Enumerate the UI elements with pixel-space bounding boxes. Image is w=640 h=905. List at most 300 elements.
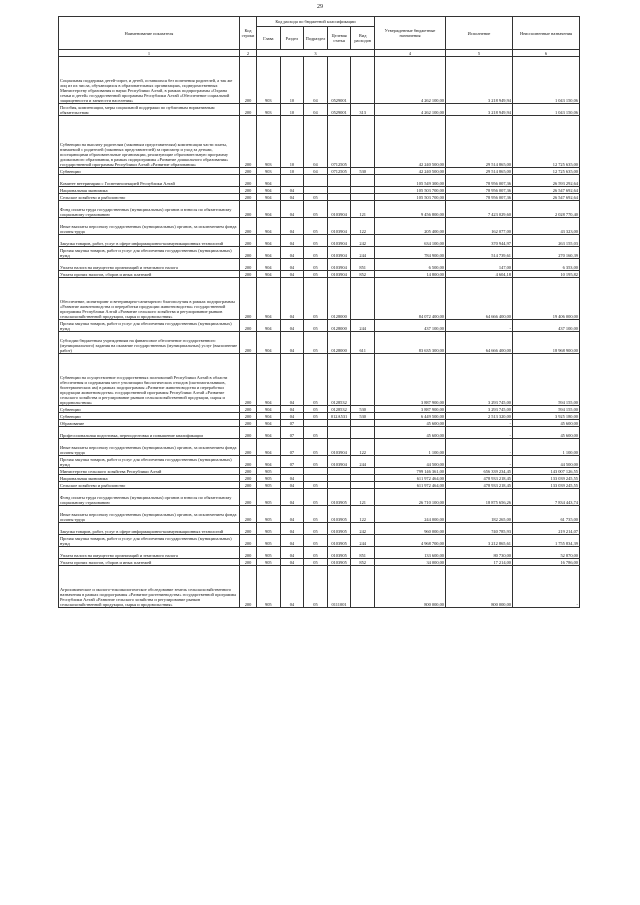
row-line-code: 200 (240, 439, 257, 456)
row-unexecuted: 3 925 180,00 (513, 413, 580, 420)
row-name: Сельское хозяйство и рыболовство (59, 482, 240, 489)
row-razdel: 04 (280, 187, 304, 194)
row-target: 0103904 (327, 247, 351, 259)
row-name: Субсидии бюджетным учреждениям на финансовое обеспечение государственного (муниципального) задания на оказание государственных (муниципальных) услуг (выполнение работ) (59, 332, 240, 354)
row-glava: 905 (257, 506, 281, 523)
row-glava: 904 (257, 259, 281, 271)
row-line-code: 200 (240, 218, 257, 235)
row-unexecuted: - (513, 566, 580, 608)
row-name: Сельское хозяйство и рыболовство (59, 194, 240, 201)
row-line-code: 200 (240, 354, 257, 406)
row-target: 0103904 (327, 235, 351, 247)
row-vid: 530 (351, 406, 375, 413)
row-glava: 904 (257, 413, 281, 420)
row-vid: 852 (351, 559, 375, 566)
row-name: Агрохимическое и эколого-токсикологическое обследование земель сельскохозяйственного назначения в рамках подпрограммы «Развитие растениеводства» государственной программы Республики Алтай «Развитие сельского хозяйства и регулирование рынков сельскохозяйственной продукции, сырья и продовольствия» (59, 566, 240, 608)
row-executed: 64 666 400,00 (446, 332, 513, 354)
row-unexecuted: 26 547 692,64 (513, 194, 580, 201)
row-podrazdel: 05 (304, 489, 328, 506)
row-glava: 905 (257, 523, 281, 535)
row-line-code: 200 (240, 559, 257, 566)
row-name: Профессиональная подготовка, переподготовка и повышение квалификации (59, 427, 240, 439)
header-target: Целевая статья (327, 27, 351, 50)
row-razdel: 04 (280, 271, 304, 278)
row-razdel: 10 (280, 116, 304, 168)
row-unexecuted: 44 500,00 (513, 456, 580, 468)
row-vid (351, 116, 375, 168)
row-executed: 78 956 007,36 (446, 187, 513, 194)
row-line-code: 200 (240, 187, 257, 194)
row-glava: 905 (257, 535, 281, 547)
row-executed: 3 212 865,61 (446, 535, 513, 547)
row-line-code: 200 (240, 482, 257, 489)
row-approved: 34 000,00 (375, 559, 446, 566)
row-vid: 851 (351, 259, 375, 271)
row-name: Субвенции на выплату родителям (законным представителям) компенсации части платы, взимаемой с родителей (законных представителей) за присмотр и уход за детьми, посещающими образовательные организации, реализующие образовательную программу дошкольного образования, в рамках подпрограммы «Развитие дошкольного образования» государственной программы Республики Алтай «Развитие образования» (59, 116, 240, 168)
row-glava: 904 (257, 218, 281, 235)
row-executed: 3 218 949,94 (446, 104, 513, 116)
table-row (59, 104, 580, 116)
row-podrazdel: 05 (304, 482, 328, 489)
row-executed: 4 604,18 (446, 271, 513, 278)
row-glava: 904 (257, 427, 281, 439)
row-razdel: 04 (280, 475, 304, 482)
row-name: Закупка товаров, работ, услуг в сфере информационно-коммуникационных технологий (59, 523, 240, 535)
row-razdel: 04 (280, 489, 304, 506)
row-executed: 18 875 656,26 (446, 489, 513, 506)
table-row (59, 456, 580, 468)
row-approved: 133 600,00 (375, 547, 446, 559)
row-razdel: 04 (280, 259, 304, 271)
row-approved: 799 146 361,00 (375, 468, 446, 475)
header-number-1: 1 (59, 50, 240, 57)
row-razdel: 10 (280, 57, 304, 104)
row-unexecuted: 219 214,07 (513, 523, 580, 535)
row-executed: 29 514 865,00 (446, 116, 513, 168)
row-executed: 740 785,93 (446, 523, 513, 535)
row-glava: 904 (257, 175, 281, 187)
row-name: Образование (59, 420, 240, 427)
row-vid (351, 468, 375, 475)
row-line-code: 200 (240, 320, 257, 332)
row-target (327, 187, 351, 194)
table-row (59, 175, 580, 187)
row-target: 0103904 (327, 259, 351, 271)
row-line-code: 200 (240, 168, 257, 175)
row-unexecuted: 18 968 900,00 (513, 332, 580, 354)
row-target: 0103905 (327, 547, 351, 559)
row-unexecuted: 7 834 443,74 (513, 489, 580, 506)
header-line-code: Код строки (240, 17, 257, 50)
row-podrazdel (304, 420, 328, 427)
row-line-code: 200 (240, 332, 257, 354)
row-glava: 904 (257, 420, 281, 427)
row-unexecuted: 133 039 245,55 (513, 475, 580, 482)
row-target: 0103905 (327, 506, 351, 523)
row-podrazdel: 04 (304, 116, 328, 168)
row-vid: 530 (351, 413, 375, 420)
table-row (59, 489, 580, 506)
row-vid: 851 (351, 547, 375, 559)
row-razdel: 04 (280, 201, 304, 218)
row-line-code: 200 (240, 566, 257, 608)
row-glava: 905 (257, 547, 281, 559)
row-unexecuted: 19 406 000,00 (513, 278, 580, 320)
row-unexecuted: 594 155,00 (513, 354, 580, 406)
row-executed: 3 218 949,94 (446, 57, 513, 104)
table-row (59, 259, 580, 271)
header-number-6: 6 (513, 50, 580, 57)
table-row (59, 547, 580, 559)
row-razdel (280, 175, 304, 187)
row-unexecuted: 61 735,00 (513, 506, 580, 523)
row-unexecuted: 1 100,00 (513, 439, 580, 456)
row-approved: 205 400,00 (375, 218, 446, 235)
row-vid (351, 566, 375, 608)
row-name: Прочая закупка товаров, работ и услуг для обеспечения государственных (муниципальных) нужд (59, 535, 240, 547)
row-vid: 121 (351, 201, 375, 218)
row-podrazdel: 04 (304, 57, 328, 104)
row-podrazdel: 05 (304, 439, 328, 456)
row-podrazdel: 05 (304, 218, 328, 235)
row-razdel: 10 (280, 104, 304, 116)
row-line-code: 200 (240, 420, 257, 427)
row-vid: 122 (351, 218, 375, 235)
row-name: Субвенции (59, 168, 240, 175)
row-razdel: 10 (280, 168, 304, 175)
row-target: 0111001 (327, 566, 351, 608)
row-podrazdel: 05 (304, 271, 328, 278)
row-razdel: 04 (280, 506, 304, 523)
row-glava: 904 (257, 439, 281, 456)
row-line-code: 200 (240, 475, 257, 482)
row-glava: 904 (257, 247, 281, 259)
row-approved: 611 972 464,00 (375, 482, 446, 489)
header-number-3: 3 (257, 50, 375, 57)
row-podrazdel: 04 (304, 168, 328, 175)
row-unexecuted: 26 547 692,64 (513, 187, 580, 194)
row-approved: 42 240 500,00 (375, 168, 446, 175)
row-line-code: 200 (240, 104, 257, 116)
row-unexecuted: 16 786,00 (513, 559, 580, 566)
row-vid: 244 (351, 535, 375, 547)
row-razdel (280, 468, 304, 475)
table-row (59, 332, 580, 354)
row-vid: 122 (351, 439, 375, 456)
row-line-code: 200 (240, 427, 257, 439)
row-name: Уплата налога на имущество организаций и земельного налога (59, 259, 240, 271)
row-line-code: 200 (240, 523, 257, 535)
row-executed: 80 730,00 (446, 547, 513, 559)
row-target: 0103905 (327, 523, 351, 535)
row-glava: 904 (257, 194, 281, 201)
row-unexecuted: 10 195,82 (513, 271, 580, 278)
row-unexecuted: 133 039 245,55 (513, 482, 580, 489)
header-number-4: 4 (375, 50, 446, 57)
table-row (59, 468, 580, 475)
row-executed: 162 077,00 (446, 218, 513, 235)
row-target: 0103904 (327, 439, 351, 456)
table-row (59, 278, 580, 320)
row-vid (351, 354, 375, 406)
row-approved: 3 887 900,00 (375, 406, 446, 413)
row-target: 0103904 (327, 218, 351, 235)
row-podrazdel: 05 (304, 354, 328, 406)
row-unexecuted: 26 593 292,64 (513, 175, 580, 187)
table-row (59, 320, 580, 332)
row-executed: - (446, 427, 513, 439)
row-executed: - (446, 456, 513, 468)
row-glava: 904 (257, 456, 281, 468)
row-target: 0529001 (327, 104, 351, 116)
table-row (59, 218, 580, 235)
row-podrazdel: 05 (304, 547, 328, 559)
row-unexecuted: 52 870,00 (513, 547, 580, 559)
row-razdel: 04 (280, 320, 304, 332)
row-glava: 905 (257, 468, 281, 475)
row-vid (351, 175, 375, 187)
row-executed: 147,00 (446, 259, 513, 271)
header-razdel: Раздел (280, 27, 304, 50)
row-approved: 4 968 700,00 (375, 535, 446, 547)
row-approved: 105 503 700,00 (375, 194, 446, 201)
row-podrazdel: 05 (304, 535, 328, 547)
header-unexecuted: Неисполненные назначения (513, 17, 580, 50)
row-vid: 122 (351, 506, 375, 523)
row-razdel: 04 (280, 535, 304, 547)
row-podrazdel: 05 (304, 320, 328, 332)
row-executed: 800 000,00 (446, 566, 513, 608)
row-line-code: 200 (240, 175, 257, 187)
row-glava: 904 (257, 201, 281, 218)
row-name: Национальная экономика (59, 187, 240, 194)
row-name: Прочая закупка товаров, работ и услуг для обеспечения государственных (муниципальных) нужд (59, 456, 240, 468)
row-vid: 530 (351, 168, 375, 175)
row-vid: 313 (351, 104, 375, 116)
row-glava: 905 (257, 475, 281, 482)
row-podrazdel: 05 (304, 194, 328, 201)
row-razdel: 04 (280, 278, 304, 320)
row-target (327, 468, 351, 475)
row-approved: 45 600,00 (375, 427, 446, 439)
row-executed: 370 944,97 (446, 235, 513, 247)
row-glava: 904 (257, 187, 281, 194)
row-name: Субвенции (59, 406, 240, 413)
row-glava: 903 (257, 168, 281, 175)
row-name: Иные выплаты персоналу государственных (муниципальных) органов, за исключением фонда оплаты труда (59, 439, 240, 456)
row-target: 0103904 (327, 456, 351, 468)
row-executed: 656 339 234,45 (446, 468, 513, 475)
row-name: Уплата прочих налогов, сборов и иных платежей (59, 271, 240, 278)
row-name: Фонд оплаты труда государственных (муниципальных) органов и взносы по обязательному социальному страхованию (59, 201, 240, 218)
row-vid (351, 482, 375, 489)
row-executed: - (446, 420, 513, 427)
row-target: 0128000 (327, 320, 351, 332)
row-vid: 242 (351, 523, 375, 535)
header-name: Наименование показателя (59, 17, 240, 50)
row-approved: 105 549 300,00 (375, 175, 446, 187)
row-executed: 29 514 865,00 (446, 168, 513, 175)
row-name: Социальная поддержка детей-сирот, и детей, оставшихся без попечения родителей, а так же лиц из их числа, обучающихся в образовательных организациях, подведомственных Министерству образования и науки Республики Алтай, в рамках подпрограммы «Охрана семьи и детей» государственной программы Республики Алтай «Обеспечение социальной защищенности и занятости населения» (59, 57, 240, 104)
row-executed: 3 293 745,00 (446, 354, 513, 406)
row-podrazdel (304, 475, 328, 482)
row-podrazdel (304, 187, 328, 194)
row-executed: 64 666 400,00 (446, 278, 513, 320)
table-row (59, 116, 580, 168)
row-executed: 182 265,00 (446, 506, 513, 523)
row-razdel: 04 (280, 194, 304, 201)
row-unexecuted: 6 353,00 (513, 259, 580, 271)
page-number: 29 (317, 4, 323, 10)
table-row (59, 427, 580, 439)
row-razdel: 04 (280, 235, 304, 247)
row-unexecuted: 45 600,00 (513, 420, 580, 427)
row-podrazdel: 05 (304, 456, 328, 468)
row-name: Прочая закупка товаров, работ и услуг для обеспечения государственных (муниципальных) нужд (59, 320, 240, 332)
row-podrazdel: 05 (304, 278, 328, 320)
row-razdel: 04 (280, 247, 304, 259)
row-approved: 244 000,00 (375, 506, 446, 523)
row-target: 0529001 (327, 57, 351, 104)
row-podrazdel: 05 (304, 406, 328, 413)
row-podrazdel: 05 (304, 559, 328, 566)
row-approved: 437 100,00 (375, 320, 446, 332)
row-unexecuted: 594 155,00 (513, 406, 580, 413)
row-target: 0128000 (327, 278, 351, 320)
row-razdel: 04 (280, 413, 304, 420)
row-executed: 7 423 029,60 (446, 201, 513, 218)
row-vid: 242 (351, 235, 375, 247)
row-target: 0103905 (327, 489, 351, 506)
row-target: 0103905 (327, 535, 351, 547)
row-line-code: 200 (240, 406, 257, 413)
row-executed: 478 933 218,45 (446, 475, 513, 482)
header-executed: Исполнение (446, 17, 513, 50)
row-line-code: 200 (240, 278, 257, 320)
row-target (327, 475, 351, 482)
row-vid: 244 (351, 456, 375, 468)
table-row (59, 535, 580, 547)
row-approved: 14 800,00 (375, 271, 446, 278)
table-body (59, 57, 580, 608)
table-row (59, 235, 580, 247)
row-approved: 9 456 800,00 (375, 201, 446, 218)
row-glava: 903 (257, 116, 281, 168)
row-unexecuted: 12 725 635,00 (513, 116, 580, 168)
row-glava: 905 (257, 482, 281, 489)
row-name: Обеспечение, мониторинг и ветеринарно-санитарного благополучия в рамках подпрограммы «Развитие животноводства и переработки продукции животноводства» государственной программы Республики Алтай «Развитие сельского хозяйства и регулирование рынков сельскохозяйственной продукции, сырья и продовольствия» (59, 278, 240, 320)
row-approved: 4 262 100,00 (375, 57, 446, 104)
row-glava: 903 (257, 104, 281, 116)
row-vid (351, 194, 375, 201)
row-glava: 904 (257, 332, 281, 354)
row-target: 0712505 (327, 116, 351, 168)
row-name: Уплата налога на имущество организаций и земельного налога (59, 547, 240, 559)
row-glava: 904 (257, 271, 281, 278)
table-row (59, 194, 580, 201)
row-executed: 17 214,00 (446, 559, 513, 566)
row-podrazdel: 05 (304, 506, 328, 523)
row-name: Закупка товаров, работ, услуг в сфере информационно-коммуникационных технологий (59, 235, 240, 247)
row-target (327, 427, 351, 439)
row-line-code: 200 (240, 413, 257, 420)
row-podrazdel: 04 (304, 104, 328, 116)
table-row (59, 566, 580, 608)
row-glava: 904 (257, 320, 281, 332)
row-line-code: 200 (240, 489, 257, 506)
row-razdel: 04 (280, 354, 304, 406)
row-executed: 3 293 745,00 (446, 406, 513, 413)
row-vid (351, 57, 375, 104)
row-razdel: 07 (280, 456, 304, 468)
row-glava: 904 (257, 278, 281, 320)
table-row (59, 506, 580, 523)
row-name: Иные выплаты персоналу государственных (муниципальных) органов, за исключением фонда оплаты труда (59, 506, 240, 523)
row-target: 0712505 (327, 168, 351, 175)
row-podrazdel (304, 468, 328, 475)
row-approved: 44 500,00 (375, 456, 446, 468)
row-unexecuted: 2 028 770,40 (513, 201, 580, 218)
row-vid (351, 475, 375, 482)
row-glava: 905 (257, 559, 281, 566)
row-line-code: 200 (240, 468, 257, 475)
table-row (59, 57, 580, 104)
row-razdel: 04 (280, 523, 304, 535)
row-name: Субвенции (59, 413, 240, 420)
table-row (59, 187, 580, 194)
row-unexecuted: 263 155,03 (513, 235, 580, 247)
header-vid: Вид расходов (351, 27, 375, 50)
row-razdel: 04 (280, 406, 304, 413)
row-vid: 852 (351, 271, 375, 278)
table-row (59, 475, 580, 482)
row-executed: 2 513 320,00 (446, 413, 513, 420)
row-glava: 904 (257, 406, 281, 413)
row-line-code: 200 (240, 194, 257, 201)
table-row (59, 168, 580, 175)
table-row (59, 354, 580, 406)
row-podrazdel: 05 (304, 259, 328, 271)
row-name: Фонд оплаты труда государственных (муниципальных) органов и взносы по обязательному социальному страхованию (59, 489, 240, 506)
row-approved: 84 072 400,00 (375, 278, 446, 320)
row-razdel: 04 (280, 482, 304, 489)
table-row (59, 523, 580, 535)
row-line-code: 200 (240, 259, 257, 271)
row-razdel: 07 (280, 439, 304, 456)
table-row (59, 420, 580, 427)
row-podrazdel: 05 (304, 235, 328, 247)
row-name: Национальная экономика (59, 475, 240, 482)
row-unexecuted: 1 043 150,06 (513, 57, 580, 104)
row-approved: 800 000,00 (375, 566, 446, 608)
row-vid (351, 420, 375, 427)
row-unexecuted: 1 043 150,06 (513, 104, 580, 116)
row-target (327, 482, 351, 489)
row-name: Комитет ветеринарии с Госветинспекцией Республики Алтай (59, 175, 240, 187)
row-razdel: 07 (280, 427, 304, 439)
row-target (327, 175, 351, 187)
row-executed: - (446, 320, 513, 332)
row-approved: 83 635 300,00 (375, 332, 446, 354)
row-target: 0103904 (327, 201, 351, 218)
budget-execution-table (58, 16, 580, 608)
row-approved: 4 262 100,00 (375, 104, 446, 116)
row-unexecuted: 45 600,00 (513, 427, 580, 439)
row-approved: 611 972 464,00 (375, 475, 446, 482)
row-podrazdel: 05 (304, 247, 328, 259)
row-target (327, 194, 351, 201)
row-target (327, 420, 351, 427)
